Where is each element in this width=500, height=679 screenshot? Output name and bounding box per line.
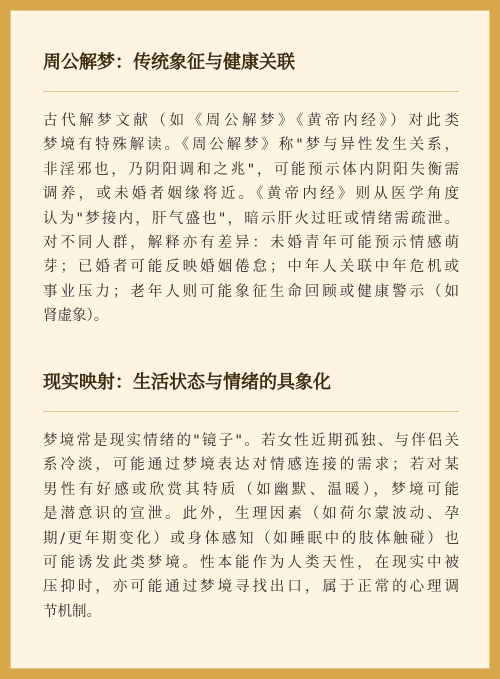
paragraph-line: 可能诱发此类梦境。性本能作为人类天性，在现实中被	[43, 555, 459, 572]
paragraph-line: 认为"梦接内，肝气盛也"，暗示肝火过旺或情绪需疏泄。	[43, 210, 459, 227]
paragraph-line: 节机制。	[43, 603, 101, 620]
section-paragraph	[43, 109, 459, 329]
paragraph-line: 调养，或未婚者姻缘将近。《黄帝内经》则从医学角度	[43, 186, 459, 203]
paragraph-line: 事业压力；老年人则可能象征生命回顾或健康警示（如	[43, 283, 459, 300]
paragraph-line: 非淫邪也，乃阴阳调和之兆"，可能预示体内阴阳失衡需	[43, 161, 459, 178]
section-paragraph	[43, 429, 459, 624]
paragraph-line: 肾虚象）。	[43, 308, 109, 325]
paragraph-line: 梦境有特殊解读。《周公解梦》称"梦与异性发生关系，	[43, 137, 459, 154]
article-card	[10, 10, 490, 669]
paragraph-line: 男性有好感或欣赏其特质（如幽默、温暖），梦境可能	[43, 481, 459, 498]
section-title: 周公解梦：传统象征与健康关联	[43, 52, 295, 73]
section-divider	[43, 91, 459, 92]
paragraph-line: 压抑时，亦可能通过梦境寻找出口，属于正常的心理调	[43, 579, 459, 596]
paragraph-line: 对不同人群，解释亦有差异：未婚青年可能预示情感萌	[43, 235, 459, 252]
paragraph-line: 系冷淡，可能通过梦境表达对情感连接的需求；若对某	[43, 457, 459, 474]
paragraph-line: 期/更年期变化）或身体感知（如睡眠中的肢体触碰）也	[43, 530, 459, 547]
paragraph-line: 芽；已婚者可能反映婚姻倦怠；中年人关联中年危机或	[43, 259, 459, 276]
section-title: 现实映射：生活状态与情绪的具象化	[43, 372, 331, 393]
paragraph-line: 古代解梦文献（如《周公解梦》《黄帝内经》）对此类	[43, 113, 459, 129]
paragraph-line: 是潜意识的宣泄。此外，生理因素（如荷尔蒙波动、孕	[43, 506, 459, 523]
paragraph-line: 梦境常是现实情绪的"镜子"。若女性近期孤独、与伴侣关	[43, 433, 459, 449]
section-divider	[43, 411, 459, 412]
